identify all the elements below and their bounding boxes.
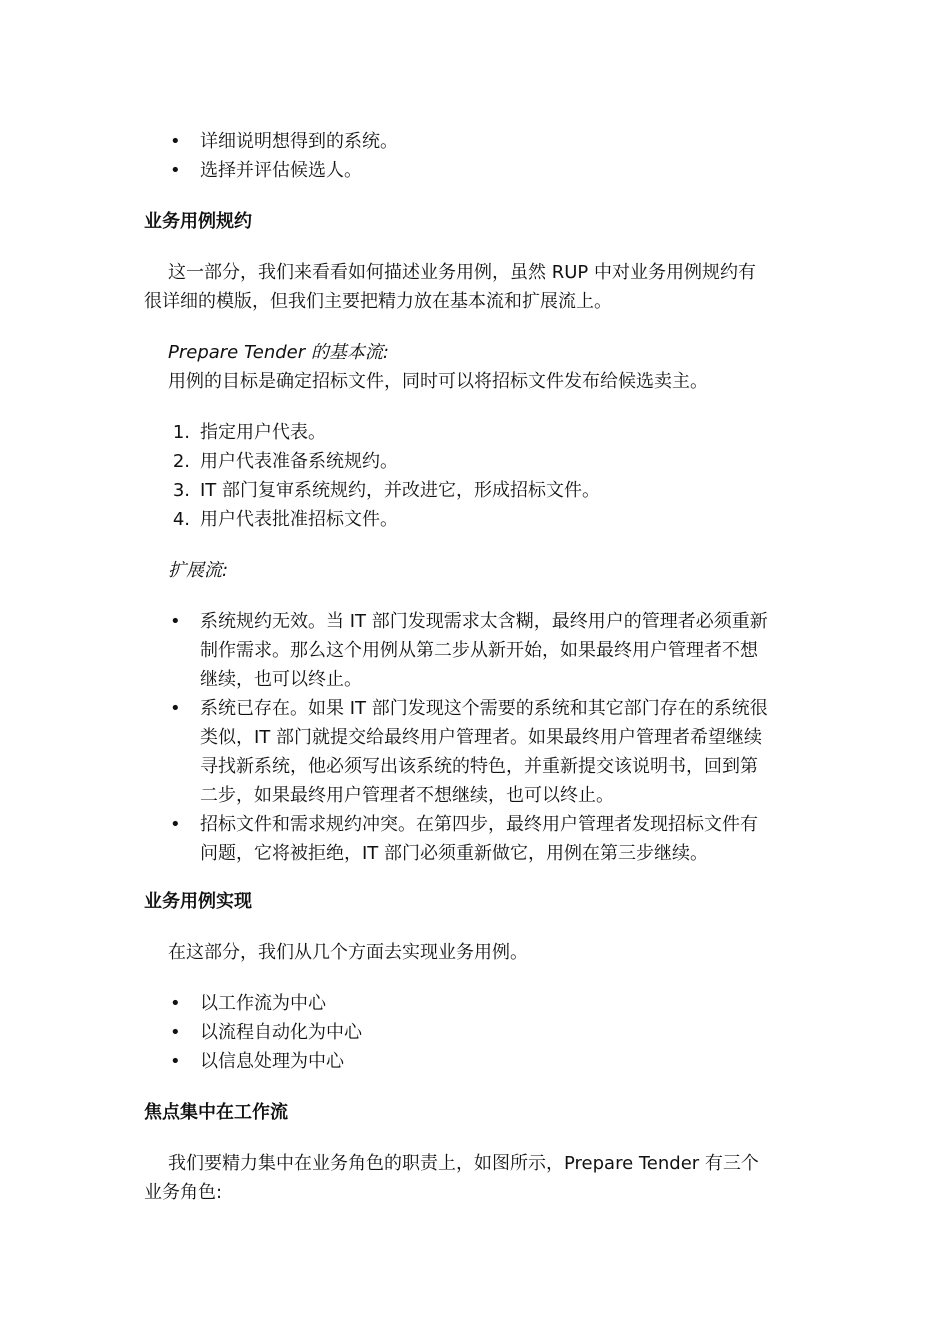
bullet-marker: • <box>170 814 181 835</box>
step-number: 4. <box>172 509 190 530</box>
extension-item-line: 寻找新系统，他必须写出该系统的特色，并重新提交该说明书，回到第 <box>200 756 758 777</box>
step-text: IT 部门复审系统规约，并改进它，形成招标文件。 <box>200 480 601 501</box>
list-item: 以信息处理为中心 <box>200 1051 344 1072</box>
extension-item-line: 问题，它将被拒绝，IT 部门必须重新做它，用例在第三步继续。 <box>200 843 709 864</box>
step-text: 用户代表批准招标文件。 <box>200 509 398 530</box>
paragraph-line: 这一部分，我们来看看如何描述业务用例，虽然 RUP 中对业务用例规约有 <box>168 262 756 283</box>
step-number: 1. <box>172 422 190 443</box>
bullet-marker: • <box>170 611 181 632</box>
section-heading: 焦点集中在工作流 <box>144 1102 288 1123</box>
extension-item-line: 系统已存在。如果 IT 部门发现这个需要的系统和其它部门存在的系统很 <box>200 698 768 719</box>
paragraph-line: 我们要精力集中在业务角色的职责上，如图所示，Prepare Tender 有三个 <box>168 1153 759 1174</box>
bullet-marker: • <box>170 131 181 152</box>
step-number: 2. <box>172 451 190 472</box>
bullet-marker: • <box>170 993 181 1014</box>
extension-flow-title: 扩展流: <box>168 560 229 581</box>
bullet-marker: • <box>170 1022 181 1043</box>
step-text: 指定用户代表。 <box>200 422 326 443</box>
list-item: 以流程自动化为中心 <box>200 1022 362 1043</box>
bullet-marker: • <box>170 698 181 719</box>
bullet-marker: • <box>170 160 181 181</box>
extension-item-line: 招标文件和需求规约冲突。在第四步，最终用户管理者发现招标文件有 <box>200 814 758 835</box>
list-item: 以工作流为中心 <box>200 993 326 1014</box>
basic-flow-title: Prepare Tender 的基本流: <box>168 342 389 363</box>
paragraph-line: 很详细的模版，但我们主要把精力放在基本流和扩展流上。 <box>144 291 612 312</box>
list-item: 详细说明想得到的系统。 <box>200 131 398 152</box>
extension-item-line: 类似，IT 部门就提交给最终用户管理者。如果最终用户管理者希望继续 <box>200 727 763 748</box>
step-text: 用户代表准备系统规约。 <box>200 451 398 472</box>
list-item: 选择并评估候选人。 <box>200 160 362 181</box>
paragraph-line: 在这部分，我们从几个方面去实现业务用例。 <box>168 942 528 963</box>
bullet-marker: • <box>170 1051 181 1072</box>
paragraph-line: 业务角色: <box>144 1182 223 1203</box>
extension-item-line: 继续，也可以终止。 <box>200 669 362 690</box>
basic-flow-description: 用例的目标是确定招标文件，同时可以将招标文件发布给候选卖主。 <box>168 371 708 392</box>
section-heading: 业务用例实现 <box>144 891 252 912</box>
extension-item-line: 系统规约无效。当 IT 部门发现需求太含糊，最终用户的管理者必须重新 <box>200 611 768 632</box>
section-heading: 业务用例规约 <box>144 211 252 232</box>
extension-item-line: 制作需求。那么这个用例从第二步从新开始，如果最终用户管理者不想 <box>200 640 758 661</box>
step-number: 3. <box>172 480 190 501</box>
extension-item-line: 二步，如果最终用户管理者不想继续，也可以终止。 <box>200 785 614 806</box>
